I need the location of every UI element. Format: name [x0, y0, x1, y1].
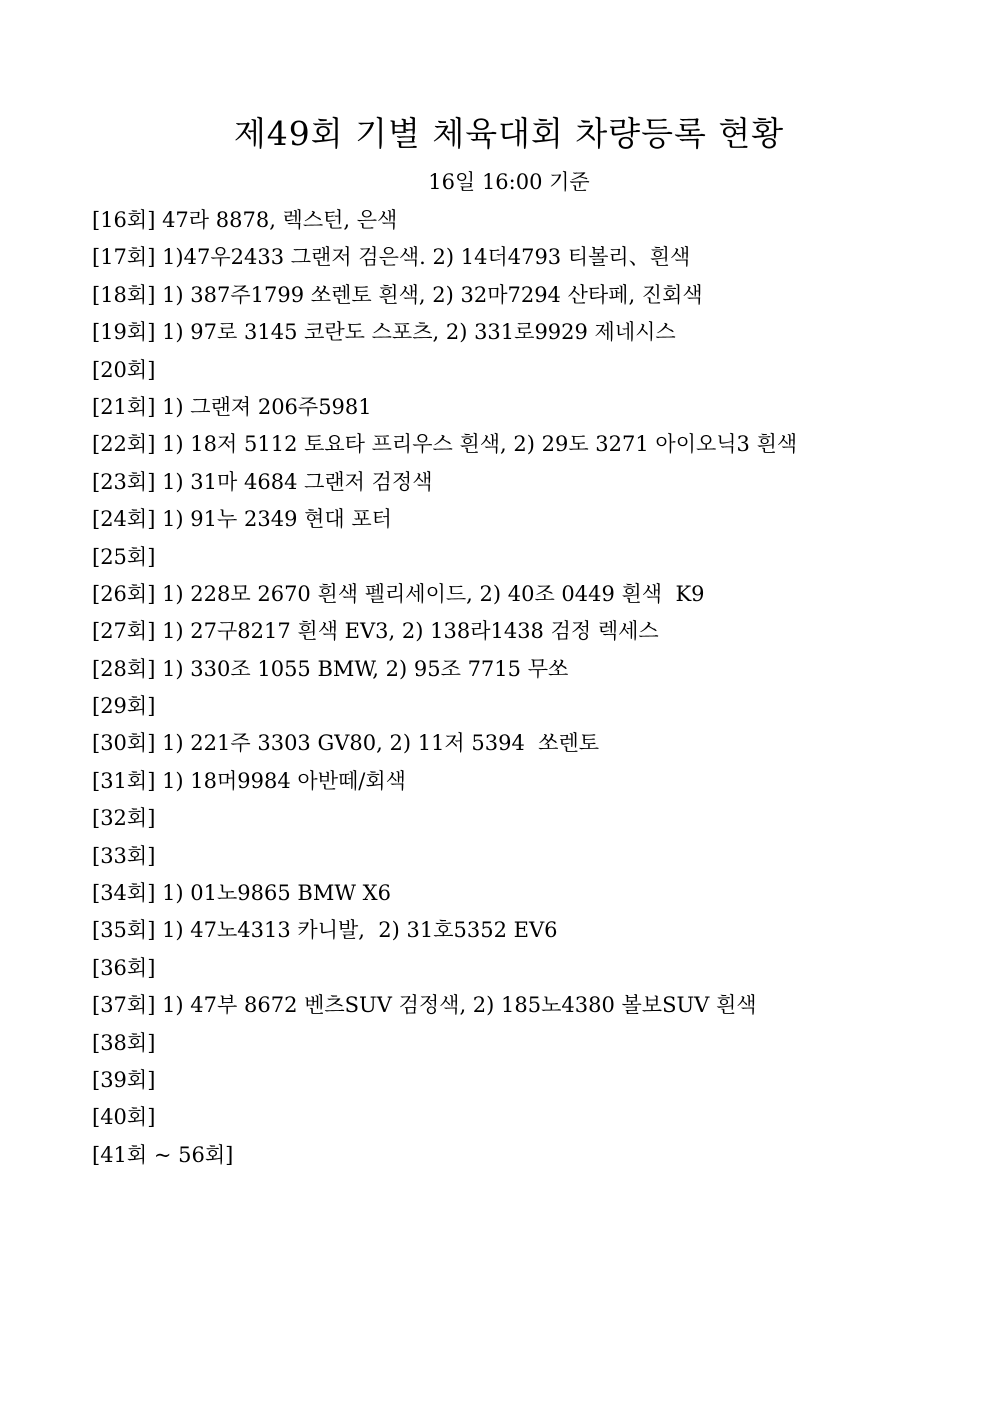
list-item: [34회] 1) 01노9865 BMW X6	[92, 881, 391, 906]
list-item: [33회]	[92, 843, 156, 868]
list-item: [36회]	[92, 955, 156, 980]
list-item: [30회] 1) 221주 3303 GV80, 2) 11저 5394 쏘렌토	[92, 731, 600, 756]
list-item: [17회] 1)47우2433 그랜저 검은색. 2) 14더4793 티볼리、흰색	[92, 245, 691, 270]
list-item: [29회]	[92, 694, 156, 719]
vehicle-registration-list	[92, 202, 972, 1174]
list-item: [16회] 47라 8878, 렉스턴, 은색	[92, 208, 398, 232]
list-item: [19회] 1) 97로 3145 코란도 스포츠, 2) 331로9929 제네시스	[92, 320, 676, 345]
list-item: [39회]	[92, 1067, 156, 1092]
list-item: [21회] 1) 그랜져 206주5981	[92, 394, 372, 419]
list-item: [40회]	[92, 1105, 156, 1130]
list-item: [35회] 1) 47노4313 카니발, 2) 31호5352 EV6	[92, 918, 558, 943]
list-item: [18회] 1) 387주1799 쏘렌토 흰색, 2) 32마7294 산타페, 진회색	[92, 282, 703, 307]
list-item: [41회 ~ 56회]	[92, 1142, 234, 1167]
list-item: [22회] 1) 18저 5112 토요타 프리우스 흰색, 2) 29도 3271 아이오닉3 흰색	[92, 432, 798, 457]
list-item: [25회]	[92, 544, 156, 569]
list-item: [31회] 1) 18머9984 아반떼/회색	[92, 768, 406, 793]
list-item: [27회] 1) 27구8217 흰색 EV3, 2) 138라1438 검정 렉세스	[92, 619, 659, 644]
page-title: 제49회 기별 체육대회 차량등록 현황	[233, 114, 785, 153]
list-item: [23회] 1) 31마 4684 그랜저 검정색	[92, 469, 433, 494]
list-item: [37회] 1) 47부 8672 벤츠SUV 검정색, 2) 185노4380 볼보SUV 흰색	[92, 993, 757, 1018]
list-item: [26회] 1) 228모 2670 흰색 펠리세이드, 2) 40조 0449 흰색 K9	[92, 581, 705, 606]
list-item: [28회] 1) 330조 1055 BMW, 2) 95조 7715 무쏘	[92, 656, 569, 681]
list-item: [20회]	[92, 357, 156, 382]
list-item: [24회] 1) 91누 2349 현대 포터	[92, 507, 392, 532]
list-item: [32회]	[92, 806, 156, 831]
page-subtitle: 16일 16:00 기준	[428, 170, 590, 194]
list-item: [38회]	[92, 1030, 156, 1055]
